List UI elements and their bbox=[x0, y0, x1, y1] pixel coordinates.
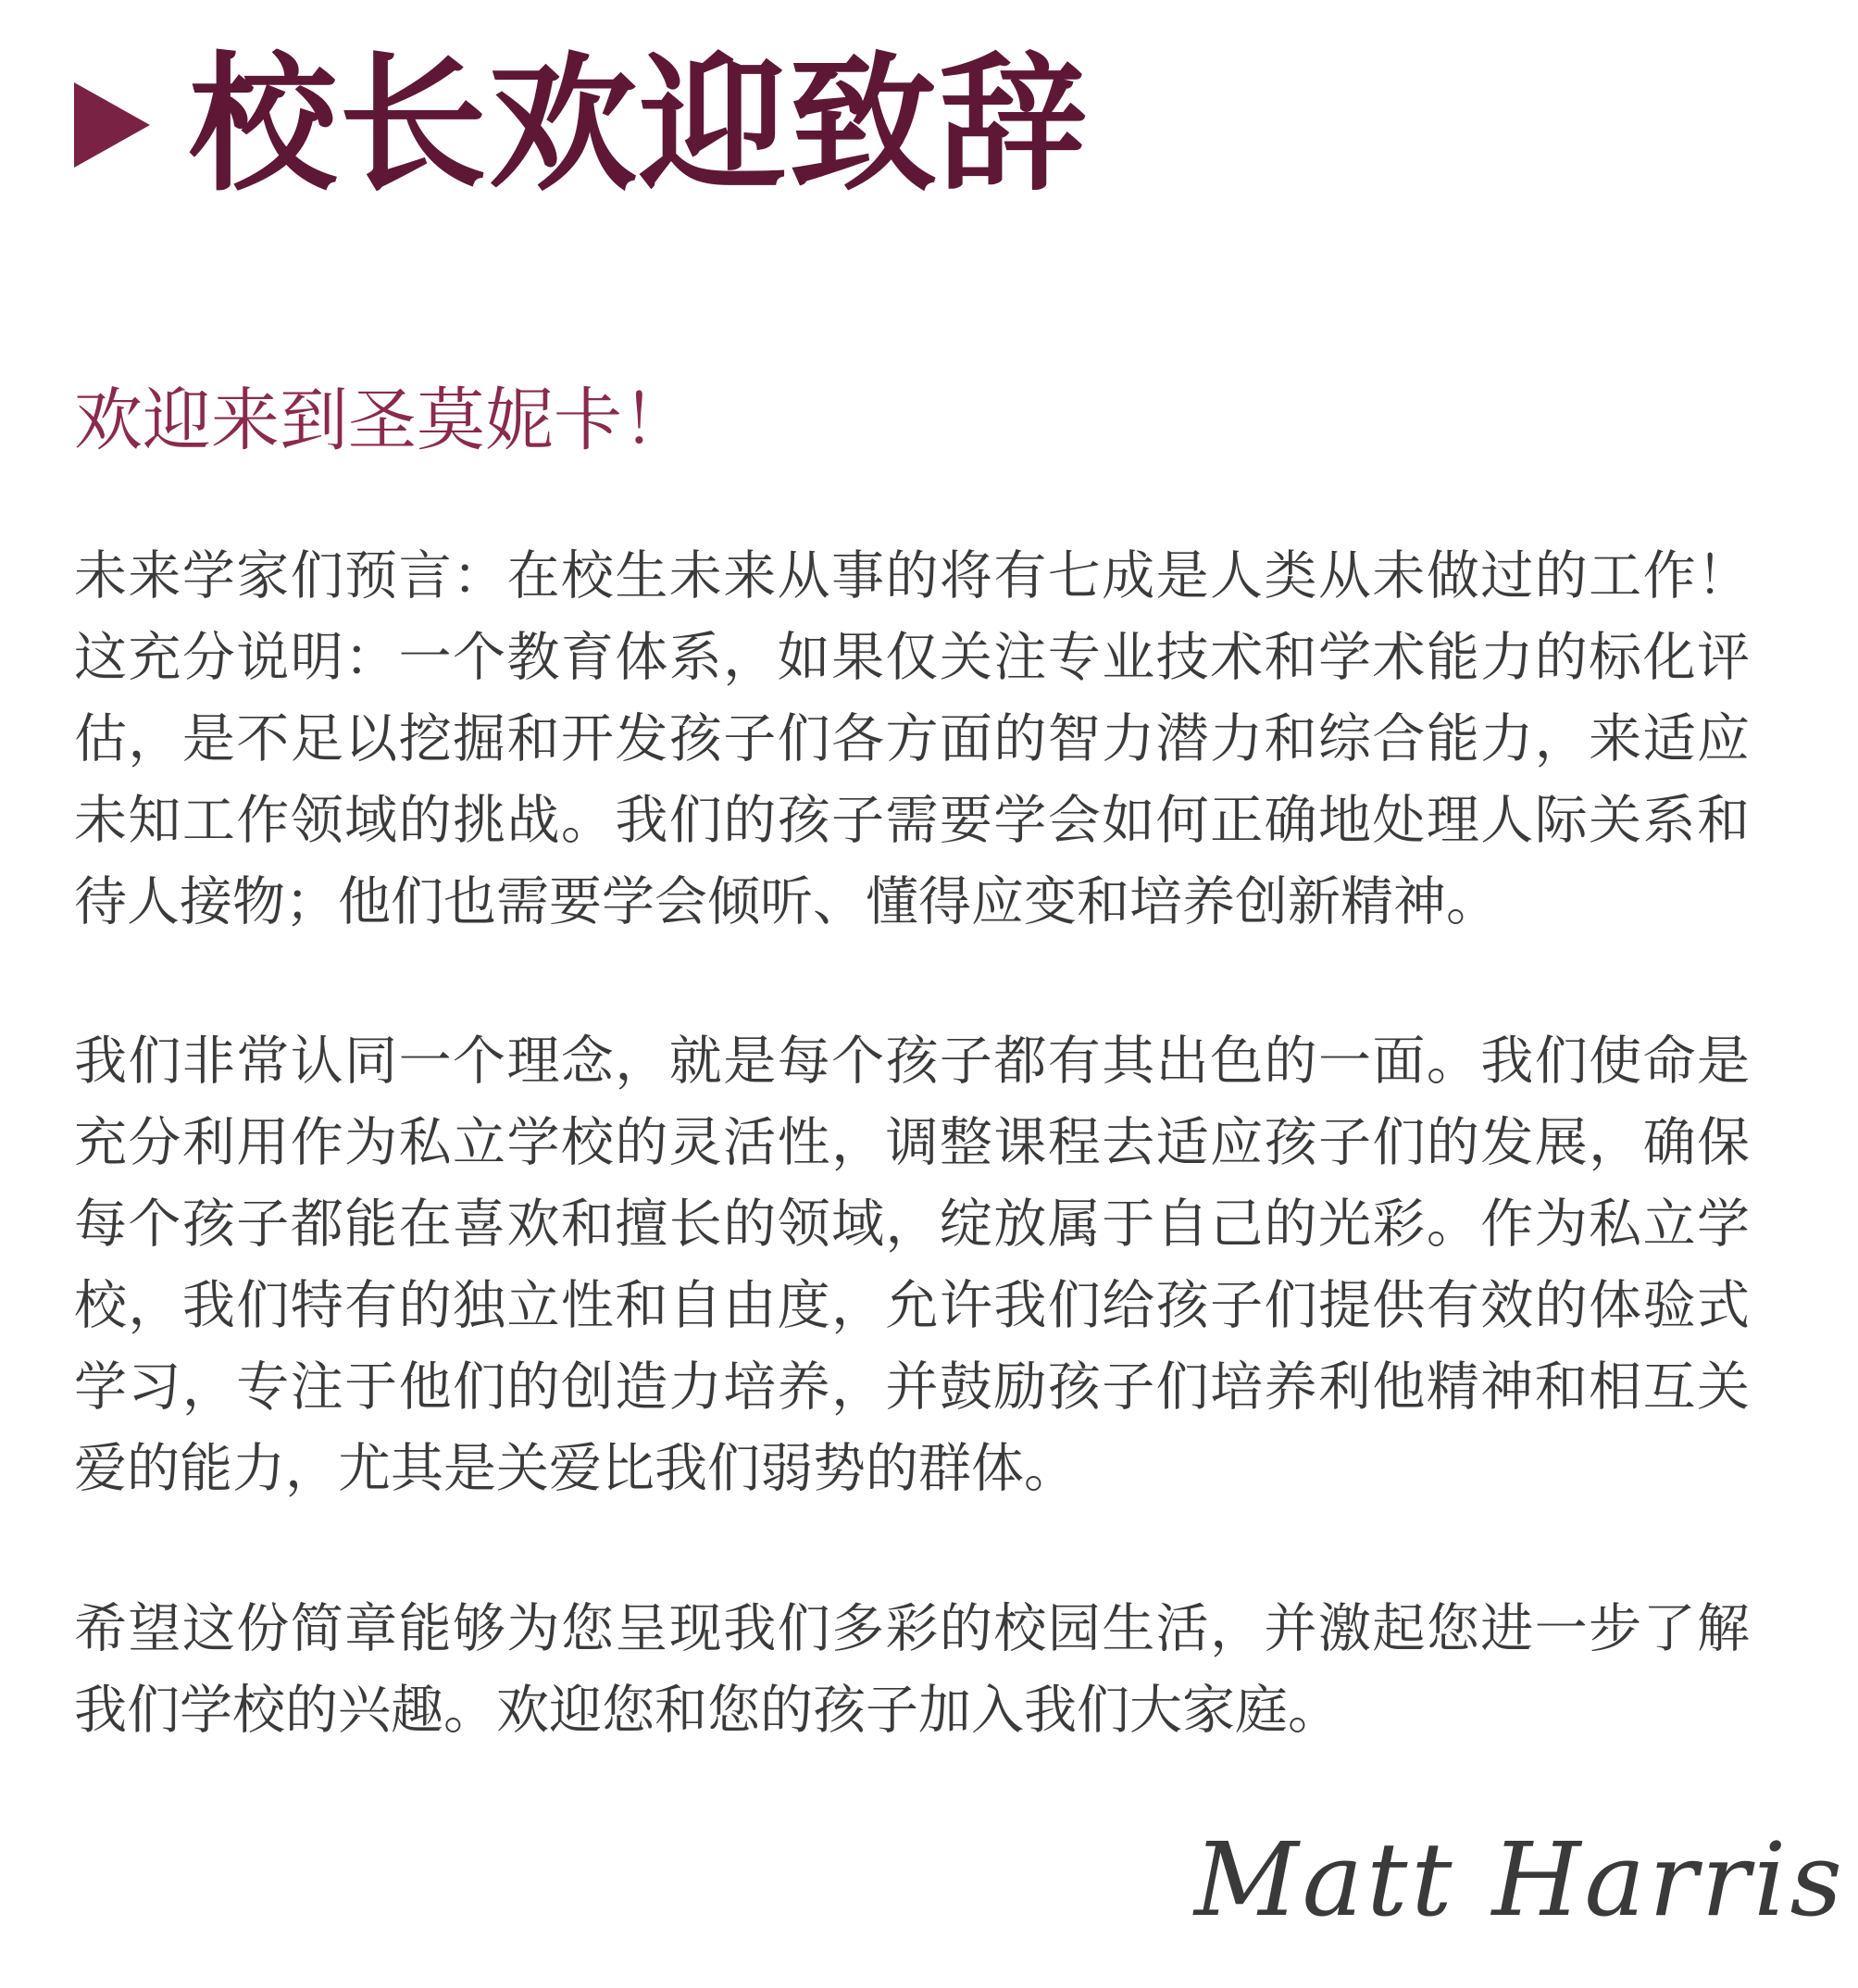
paragraph-2: 我们非常认同一个理念，就是每个孩子都有其出色的一面。我们使命是充分利用作为私立学校的灵活性，调整课程去适应孩子们的发展，确保每个孩子都能在喜欢和擅长的领域，绽放属于自己的光彩。作为私立学校，我们特有的独立性和自由度，允许我们给孩子们提供有效的体验式学习，专注于他们的创造力培养，并鼓励孩子们培养利他精神和相互关爱的能力，尤其是关爱比我们弱势的群体。 bbox=[74, 1031, 1750, 1499]
paragraph-1: 未来学家们预言：在校生未来从事的将有七成是人类从未做过的工作！这充分说明：一个教育体系，如果仅关注专业技术和学术能力的标化评估，是不足以挖掘和开发孩子们各方面的智力潜力和综合能力，来适应未知工作领域的挑战。我们的孩子需要学会如何正确地处理人际关系和待人接物；他们也需要学会倾听、懂得应变和培养创新精神。 bbox=[74, 545, 1750, 932]
page-title: 校长欢迎致辞 bbox=[189, 38, 1090, 211]
greeting-heading: 欢迎来到圣莫妮卡！ bbox=[74, 381, 691, 460]
title-row bbox=[74, 38, 1090, 211]
play-triangle-icon bbox=[74, 82, 150, 168]
signature: Matt Harris bbox=[1194, 1820, 1846, 1939]
paragraph-3: 希望这份简章能够为您呈现我们多彩的校园生活，并激起您进一步了解我们学校的兴趣。欢迎您和您的孩子加入我们大家庭。 bbox=[74, 1598, 1750, 1741]
